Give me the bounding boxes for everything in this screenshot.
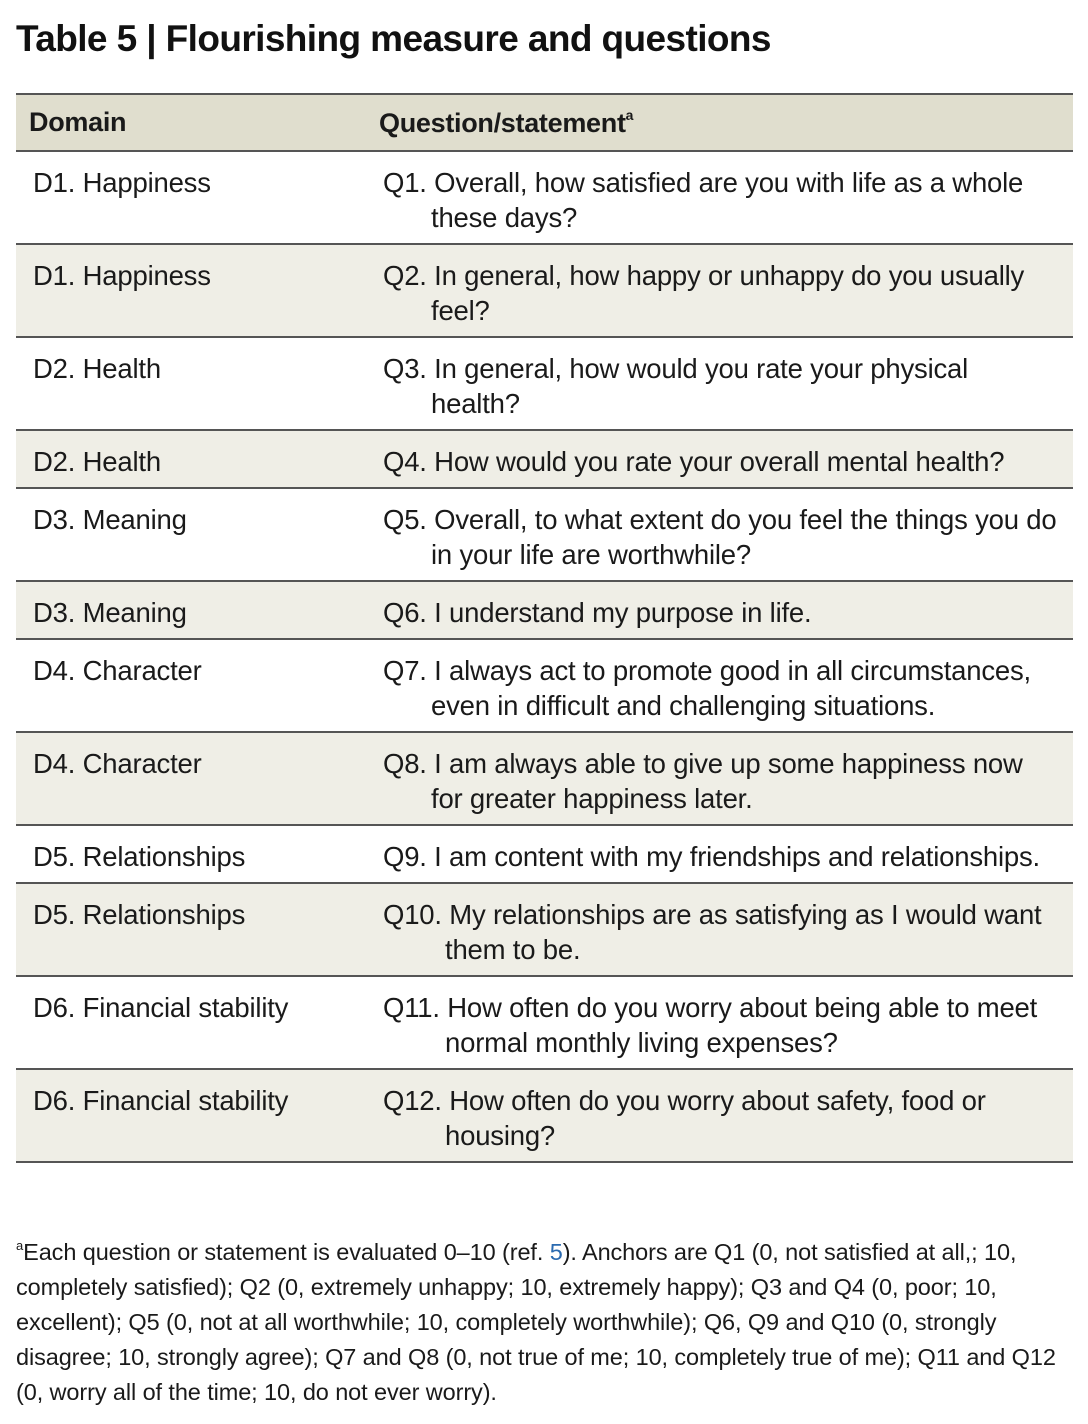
question-text: Q6. I understand my purpose in life. (383, 597, 812, 628)
table-header-row (16, 94, 1073, 151)
domain-cell: D4. Character (16, 732, 367, 825)
question-cell (367, 732, 1073, 825)
domain-cell: D3. Meaning (16, 581, 367, 639)
question-cell (367, 244, 1073, 337)
table-row (16, 488, 1073, 581)
table-row (16, 883, 1073, 976)
domain-cell: D5. Relationships (16, 883, 367, 976)
question-text: Q3. In general, how would you rate your physical health? (383, 353, 969, 419)
question-text: Q2. In general, how happy or unhappy do you usually feel? (383, 260, 1025, 326)
table-row (16, 732, 1073, 825)
question-cell (367, 976, 1073, 1069)
table-row (16, 1069, 1073, 1162)
table-row (16, 825, 1073, 883)
domain-cell: D2. Health (16, 430, 367, 488)
table-row (16, 430, 1073, 488)
question-cell (367, 825, 1073, 883)
table-row (16, 639, 1073, 732)
question-text: Q7. I always act to promote good in all circumstances, even in difficult and challenging situations. (383, 655, 1031, 721)
column-header-question-label: Question/statement (379, 107, 626, 138)
flourishing-table (16, 93, 1073, 1163)
column-header-domain: Domain (16, 94, 367, 151)
reference-link[interactable]: 5 (549, 1239, 563, 1265)
domain-cell: D3. Meaning (16, 488, 367, 581)
domain-cell: D1. Happiness (16, 244, 367, 337)
question-text: Q1. Overall, how satisfied are you with life as a whole these days? (383, 167, 1024, 233)
question-cell (367, 883, 1073, 976)
domain-cell: D5. Relationships (16, 825, 367, 883)
table-footnote (16, 1228, 1076, 1410)
table-row (16, 976, 1073, 1069)
question-text: Q4. How would you rate your overall mental health? (383, 446, 1005, 477)
question-text: Q5. Overall, to what extent do you feel the things you do in your life are worthwhile? (383, 504, 1057, 570)
domain-cell: D4. Character (16, 639, 367, 732)
footnote-text-after: ). Anchors are Q1 (0, not satisfied at all,; 10, completely satisfied); Q2 (0, extremely unhappy; 10, extremely happy); Q3 and Q4 (0, poor; 10, excellent); Q5 (0, not at all worthwhile; 10, completely worthwhile); Q6, Q9 and Q10 (0, strongly disagree; 10, strongly agree); Q7 and Q8 (0, not true of me; 10, completely true of me); Q11 and Q12 (0, worry all of the time; 10, do not ever worry). (16, 1239, 1056, 1405)
domain-cell: D1. Happiness (16, 151, 367, 244)
table-row (16, 581, 1073, 639)
question-cell (367, 581, 1073, 639)
domain-cell: D6. Financial stability (16, 976, 367, 1069)
question-text: Q12. How often do you worry about safety, food or housing? (383, 1085, 986, 1151)
table-row (16, 151, 1073, 244)
question-text: Q11. How often do you worry about being able to meet normal monthly living expenses? (383, 992, 1038, 1058)
table-row (16, 337, 1073, 430)
footnote-text-before: Each question or statement is evaluated 0–10 (ref. (23, 1239, 550, 1265)
question-cell (367, 430, 1073, 488)
question-cell (367, 337, 1073, 430)
table-row (16, 244, 1073, 337)
question-text: Q10. My relationships are as satisfying as I would want them to be. (383, 899, 1042, 965)
question-cell (367, 1069, 1073, 1162)
footnote-marker: a (625, 106, 634, 123)
question-cell (367, 151, 1073, 244)
question-cell (367, 488, 1073, 581)
question-cell (367, 639, 1073, 732)
question-text: Q9. I am content with my friendships and relationships. (383, 841, 1040, 872)
domain-cell: D2. Health (16, 337, 367, 430)
column-header-question (367, 94, 1073, 151)
question-text: Q8. I am always able to give up some happiness now for greater happiness later. (383, 748, 1023, 814)
footnote-marker: a (16, 1238, 24, 1253)
table-title: Table 5 | Flourishing measure and questions (16, 18, 771, 59)
domain-cell: D6. Financial stability (16, 1069, 367, 1162)
